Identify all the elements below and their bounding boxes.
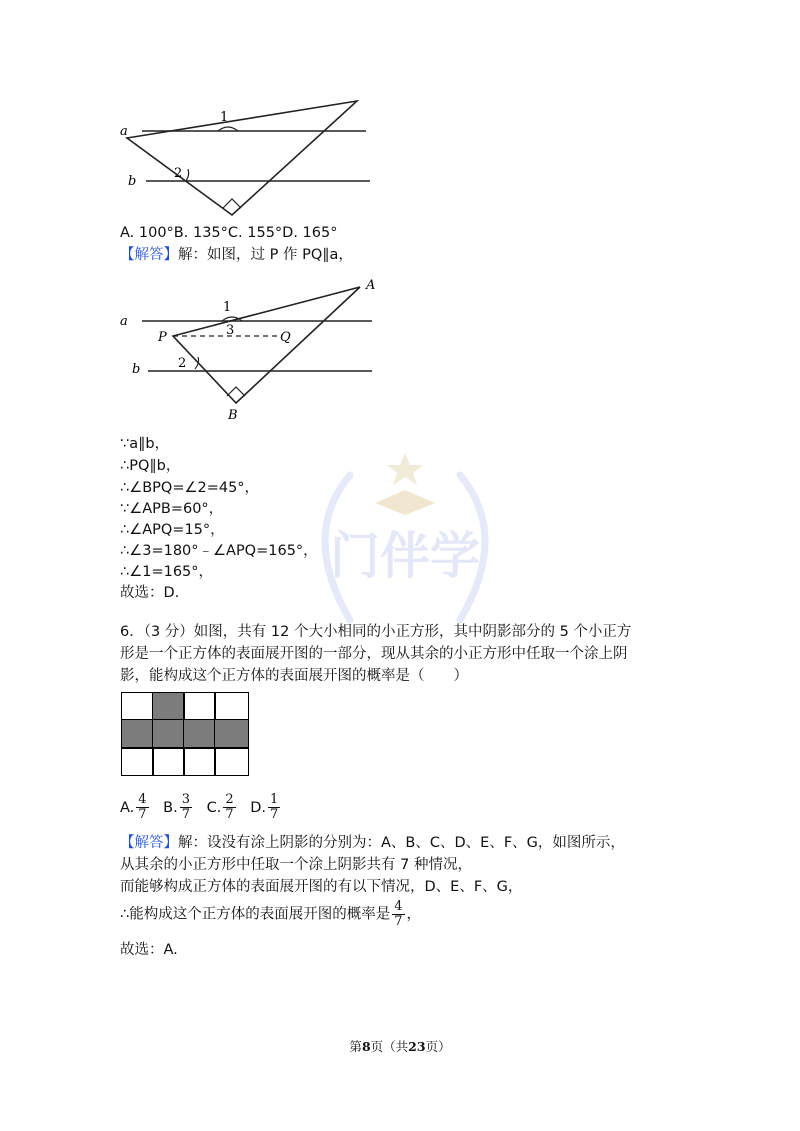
q5-step-3: ∴∠BPQ=∠2=45°， <box>120 480 260 496</box>
label-A: A <box>366 278 376 293</box>
answer-text: 解：设没有涂上阴影的分别为：A、B、C、D、E、F、G，如图所示， <box>178 835 625 851</box>
q5-answer-intro <box>120 245 353 265</box>
q5-conclusion: 故选：D. <box>120 585 180 601</box>
label-b-2: b <box>132 362 141 377</box>
grid-cell-shaded <box>121 719 154 749</box>
q5-step-4: ∵∠APB=60°， <box>120 501 224 517</box>
q5-step-2: ∴PQ∥b， <box>120 458 181 474</box>
grid-cell <box>121 692 154 721</box>
grid-cell <box>183 692 216 721</box>
option-c: C. $\frac{2}{7}$ <box>206 792 234 822</box>
label-a-2: a <box>120 314 128 329</box>
q5-step-6: ∴∠3=180°﹣∠APQ=165°， <box>120 543 318 559</box>
q5-step-5: ∴∠APQ=15°， <box>120 522 225 538</box>
q6-stem-line-2: 形是一个正方体的表面展开图的一部分，现从其余的小正方形中任取一个涂上阴 <box>120 646 628 662</box>
answer-tag: 【解答】 <box>120 247 178 263</box>
page-footer: 第8页（共23页） <box>349 1039 451 1054</box>
grid-cell-shaded <box>183 719 216 749</box>
figure-parallel-lines-triangle <box>110 95 380 220</box>
label-b: b <box>128 174 137 189</box>
q6-answer-line-4: ∴能构成这个正方体的表面展开图的概率是 $\frac{4}{7}$ ， <box>120 899 422 929</box>
label-angle-2b: 2 <box>178 356 187 371</box>
answer-fraction: $\frac{4}{7}$ <box>394 899 403 929</box>
q6-conclusion: 故选：A. <box>120 942 178 958</box>
q5-options: A. 100°B. 135°C. 155°D. 165° <box>120 225 338 241</box>
q6-answer-line-2: 从其余的小正方形中任取一个涂上阴影共有 7 种情况， <box>120 857 472 873</box>
q6-stem-line-3: 影，能构成这个正方体的表面展开图的概率是（ ） <box>120 668 468 684</box>
label-angle-1b: 1 <box>223 300 232 315</box>
grid-cell <box>152 747 185 776</box>
label-P: P <box>158 330 167 345</box>
grid-cell <box>183 747 216 776</box>
squares-grid-figure <box>121 692 249 776</box>
label-a: a <box>120 124 128 139</box>
grid-cell-shaded <box>214 719 249 749</box>
label-Q: Q <box>280 330 291 345</box>
q5-step-7: ∴∠1=165°， <box>120 564 214 580</box>
grid-cell-shaded <box>152 692 185 721</box>
q5-step-1: ∵a∥b， <box>120 436 170 452</box>
answer-intro-text: 解：如图，过 P 作 PQ∥a， <box>178 247 353 263</box>
grid-cell <box>121 747 154 776</box>
grid-cell-shaded <box>152 719 185 749</box>
option-b: B. $\frac{3}{7}$ <box>163 792 191 822</box>
q6-answer-line-1 <box>120 833 625 853</box>
grid-cell <box>214 747 249 776</box>
watermark-text: 门伴学 <box>330 526 480 585</box>
option-d: D. $\frac{1}{7}$ <box>250 792 279 822</box>
grid-cell <box>214 692 249 721</box>
label-angle-1: 1 <box>220 110 229 125</box>
label-angle-2: 2 <box>174 166 183 181</box>
answer-tag: 【解答】 <box>120 835 178 851</box>
label-B: B <box>228 408 238 423</box>
q6-answer-line-3: 而能够构成正方体的表面展开图的有以下情况，D、E、F、G， <box>120 879 523 895</box>
option-a: A. $\frac{4}{7}$ <box>120 792 147 822</box>
q6-stem-line-1: 6．（3 分）如图，共有 12 个大小相同的小正方形，其中阴影部分的 5 个小正方 <box>120 624 632 640</box>
label-angle-3: 3 <box>226 323 235 338</box>
figure-auxiliary-line <box>110 275 390 425</box>
q6-options <box>120 793 282 822</box>
